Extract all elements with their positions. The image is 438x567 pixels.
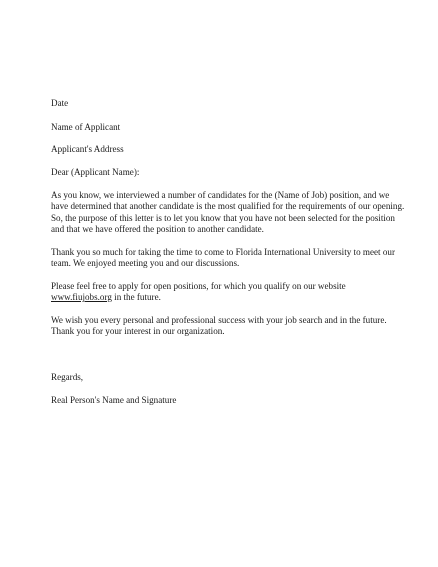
signature-text: Real Person's Name and Signature [51, 395, 177, 406]
paragraph-line: So, the purpose of this letter is to let you know that you have not been selected for the position [51, 212, 395, 223]
applicant-address-text: Applicant's Address [51, 144, 124, 155]
paragraph-line-rest: in the future. [111, 292, 161, 303]
applicant-name-line [51, 122, 391, 133]
paragraph-thanks [51, 246, 395, 269]
closing-text: Regards, [51, 371, 84, 382]
paragraph-line: have determined that another candidate is the most qualified for the requirements of our opening. [51, 201, 405, 212]
jobs-website-link[interactable]: www.fiujobs.org [51, 292, 112, 303]
salutation-text: Dear (Applicant Name): [51, 167, 140, 178]
paragraph-line: Please feel free to apply for open positions, for which you qualify on our website [51, 280, 346, 291]
paragraph-line: team. We enjoyed meeting you and our discussions. [51, 257, 240, 268]
paragraph-line: Thank you so much for taking the time to come to Florida International University to meet our [51, 246, 395, 257]
paragraph-line: As you know, we interviewed a number of candidates for the (Name of Job) position, and we [51, 190, 390, 201]
salutation-line [51, 167, 391, 178]
applicant-name-text: Name of Applicant [51, 121, 121, 132]
paragraph-line: We wish you every personal and professional success with your job search and in the future. [51, 315, 387, 326]
date-text: Date [51, 98, 69, 108]
paragraph-apply [51, 281, 391, 303]
letter-body [51, 98, 405, 406]
paragraph-rejection [51, 190, 405, 235]
paragraph-line-with-link [51, 292, 391, 303]
applicant-address-line [51, 144, 391, 155]
signature-line [51, 395, 391, 406]
date-line [51, 98, 391, 109]
closing-line [51, 372, 391, 383]
paragraph-line: and that we have offered the position to another candidate. [51, 223, 264, 234]
paragraph-line: Thank you for your interest in our organization. [51, 326, 225, 337]
paragraph-wishes [51, 315, 391, 337]
